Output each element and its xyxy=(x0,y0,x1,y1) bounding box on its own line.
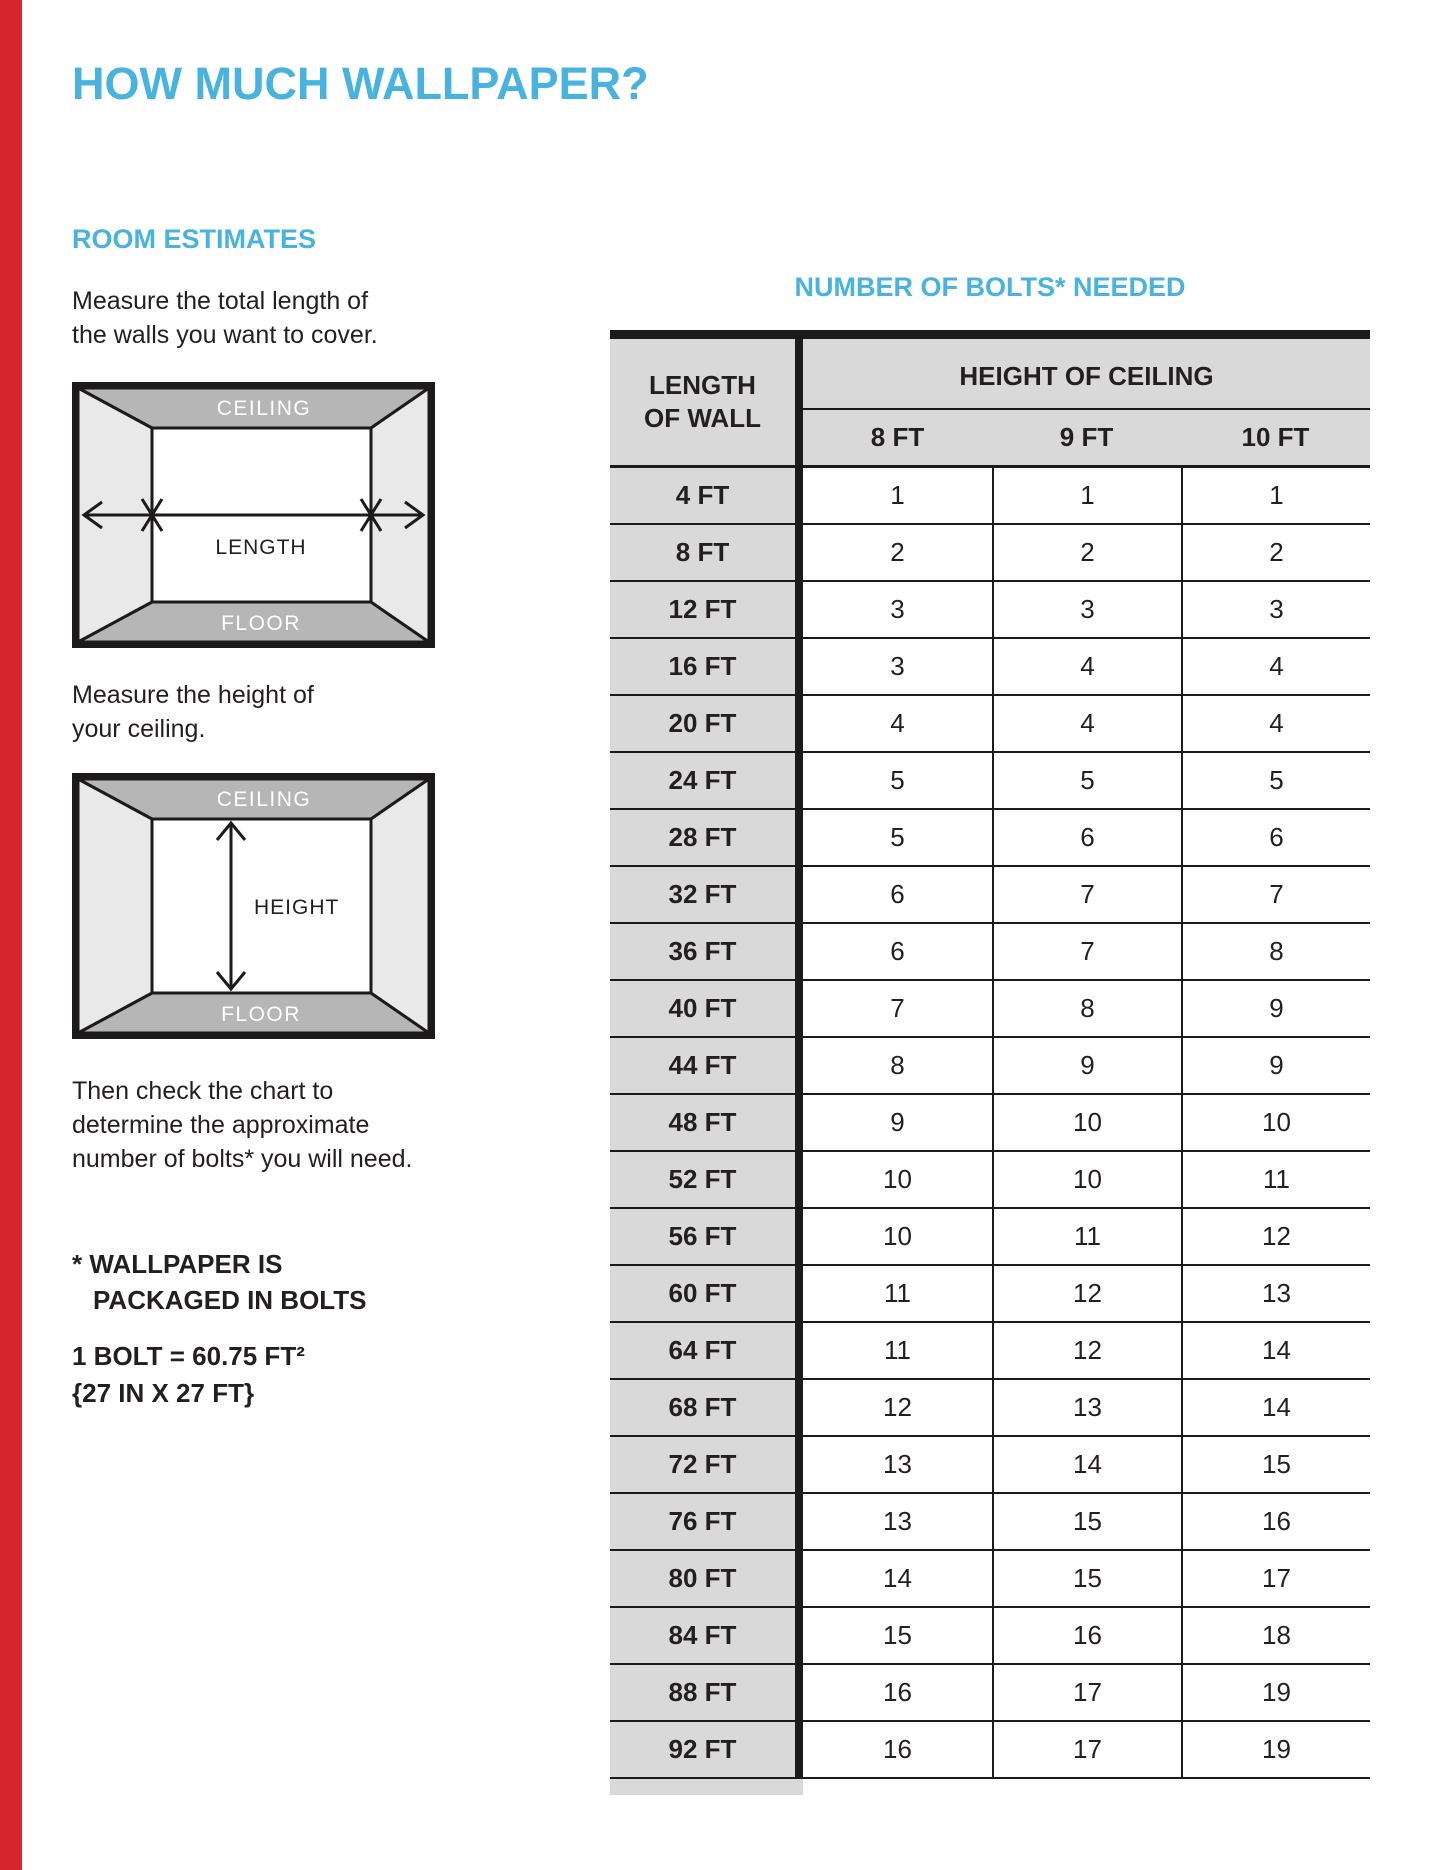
table-row xyxy=(610,1266,1370,1323)
length-of-wall-header xyxy=(610,339,795,465)
row-label: 84 FT xyxy=(610,1608,795,1663)
cell-10ft: 8 xyxy=(1181,924,1370,979)
bolt-footnote-line2: PACKAGED IN BOLTS xyxy=(93,1285,367,1315)
table-row xyxy=(610,1209,1370,1266)
cell-9ft: 12 xyxy=(992,1323,1181,1378)
table-top-rule xyxy=(610,330,1370,339)
cell-9ft: 4 xyxy=(992,639,1181,694)
cell-8ft: 3 xyxy=(803,639,992,694)
cell-8ft: 16 xyxy=(803,1665,992,1720)
table-body xyxy=(610,465,1370,1779)
instruction-height xyxy=(72,678,314,746)
floor-label: FLOOR xyxy=(221,1003,301,1026)
cell-9ft: 7 xyxy=(992,867,1181,922)
height-label: HEIGHT xyxy=(254,896,340,919)
bolt-footnote xyxy=(72,1246,366,1318)
row-label: 72 FT xyxy=(610,1437,795,1492)
table-row xyxy=(610,525,1370,582)
table-row xyxy=(610,1665,1370,1722)
height-of-ceiling-label: HEIGHT OF CEILING xyxy=(959,361,1214,391)
table-row xyxy=(610,981,1370,1038)
instruction-height-line1: Measure the height of xyxy=(72,681,314,709)
bolt-footnote-line1: * WALLPAPER IS xyxy=(72,1249,283,1279)
cell-9ft: 17 xyxy=(992,1665,1181,1720)
cell-9ft: 9 xyxy=(992,1038,1181,1093)
column-header: 8 FT xyxy=(870,422,925,452)
table-row xyxy=(610,924,1370,981)
row-label: 24 FT xyxy=(610,753,795,808)
cell-10ft: 2 xyxy=(1181,525,1370,580)
cell-10ft: 16 xyxy=(1181,1494,1370,1549)
cell-9ft: 15 xyxy=(992,1494,1181,1549)
row-label: 28 FT xyxy=(610,810,795,865)
cell-10ft: 6 xyxy=(1181,810,1370,865)
ceiling-label: CEILING xyxy=(216,397,312,420)
row-label: 56 FT xyxy=(610,1209,795,1264)
cell-8ft: 1 xyxy=(803,468,992,523)
cell-8ft: 12 xyxy=(803,1380,992,1435)
table-row xyxy=(610,1095,1370,1152)
table-row xyxy=(610,753,1370,810)
cell-8ft: 7 xyxy=(803,981,992,1036)
cell-9ft: 17 xyxy=(992,1722,1181,1777)
table-row xyxy=(610,1722,1370,1779)
length-of-wall-line1: LENGTH xyxy=(649,370,756,400)
table-vertical-divider xyxy=(795,330,803,1779)
table-row xyxy=(610,1437,1370,1494)
cell-10ft: 5 xyxy=(1181,753,1370,808)
cell-10ft: 12 xyxy=(1181,1209,1370,1264)
cell-9ft: 10 xyxy=(992,1152,1181,1207)
row-label: 32 FT xyxy=(610,867,795,922)
instruction-chart xyxy=(72,1074,412,1176)
cell-9ft: 4 xyxy=(992,696,1181,751)
cell-9ft: 10 xyxy=(992,1095,1181,1150)
table-bottom-gray-tab xyxy=(610,1779,803,1795)
cell-8ft: 13 xyxy=(803,1437,992,1492)
cell-10ft: 4 xyxy=(1181,639,1370,694)
right-wall-panel xyxy=(371,779,429,1033)
cell-8ft: 6 xyxy=(803,867,992,922)
cell-8ft: 13 xyxy=(803,1494,992,1549)
row-label: 88 FT xyxy=(610,1665,795,1720)
row-label: 80 FT xyxy=(610,1551,795,1606)
cell-9ft: 13 xyxy=(992,1380,1181,1435)
cell-10ft: 15 xyxy=(1181,1437,1370,1492)
instruction-chart-line3: number of bolts* you will need. xyxy=(72,1145,413,1173)
left-wall-panel xyxy=(78,779,152,1033)
room-height-diagram xyxy=(72,773,435,1039)
room-length-diagram xyxy=(72,382,435,648)
cell-10ft: 4 xyxy=(1181,696,1370,751)
cell-9ft: 14 xyxy=(992,1437,1181,1492)
cell-8ft: 10 xyxy=(803,1152,992,1207)
cell-8ft: 10 xyxy=(803,1209,992,1264)
row-label: 60 FT xyxy=(610,1266,795,1321)
cell-10ft: 11 xyxy=(1181,1152,1370,1207)
cell-10ft: 1 xyxy=(1181,468,1370,523)
floor-label: FLOOR xyxy=(221,612,301,635)
table-row xyxy=(610,1152,1370,1209)
cell-8ft: 14 xyxy=(803,1551,992,1606)
table-row xyxy=(610,582,1370,639)
table-row xyxy=(610,1551,1370,1608)
cell-10ft: 14 xyxy=(1181,1380,1370,1435)
row-label: 44 FT xyxy=(610,1038,795,1093)
cell-10ft: 17 xyxy=(1181,1551,1370,1606)
cell-8ft: 8 xyxy=(803,1038,992,1093)
cell-10ft: 18 xyxy=(1181,1608,1370,1663)
cell-9ft: 3 xyxy=(992,582,1181,637)
table-header xyxy=(610,339,1370,465)
ceiling-height-columns xyxy=(803,410,1370,465)
table-row xyxy=(610,1494,1370,1551)
table-row xyxy=(610,696,1370,753)
cell-9ft: 11 xyxy=(992,1209,1181,1264)
length-of-wall-line2: OF WALL xyxy=(644,403,761,433)
bolts-table-heading: NUMBER OF BOLTS* NEEDED xyxy=(794,272,1186,302)
cell-10ft: 10 xyxy=(1181,1095,1370,1150)
bolts-table xyxy=(610,330,1370,1779)
table-row xyxy=(610,1380,1370,1437)
table-row xyxy=(610,867,1370,924)
cell-9ft: 6 xyxy=(992,810,1181,865)
table-row xyxy=(610,468,1370,525)
cell-8ft: 11 xyxy=(803,1266,992,1321)
cell-8ft: 16 xyxy=(803,1722,992,1777)
cell-8ft: 2 xyxy=(803,525,992,580)
cell-9ft: 1 xyxy=(992,468,1181,523)
cell-10ft: 7 xyxy=(1181,867,1370,922)
cell-10ft: 13 xyxy=(1181,1266,1370,1321)
bolt-definition xyxy=(72,1338,305,1412)
cell-10ft: 19 xyxy=(1181,1665,1370,1720)
row-label: 40 FT xyxy=(610,981,795,1036)
row-label: 76 FT xyxy=(610,1494,795,1549)
instruction-chart-line2: determine the approximate xyxy=(72,1111,370,1139)
cell-10ft: 3 xyxy=(1181,582,1370,637)
instruction-height-line2: your ceiling. xyxy=(72,715,206,743)
cell-9ft: 12 xyxy=(992,1266,1181,1321)
row-label: 20 FT xyxy=(610,696,795,751)
cell-8ft: 3 xyxy=(803,582,992,637)
cell-8ft: 11 xyxy=(803,1323,992,1378)
ceiling-label: CEILING xyxy=(216,788,312,811)
cell-10ft: 19 xyxy=(1181,1722,1370,1777)
table-row xyxy=(610,639,1370,696)
cell-9ft: 16 xyxy=(992,1608,1181,1663)
instruction-length-line1: Measure the total length of xyxy=(72,287,369,315)
row-label: 64 FT xyxy=(610,1323,795,1378)
table-row xyxy=(610,810,1370,867)
row-label: 4 FT xyxy=(610,468,795,523)
cell-8ft: 5 xyxy=(803,753,992,808)
cell-8ft: 5 xyxy=(803,810,992,865)
table-row xyxy=(610,1323,1370,1380)
cell-9ft: 5 xyxy=(992,753,1181,808)
height-of-ceiling-header xyxy=(803,339,1370,465)
table-row xyxy=(610,1608,1370,1665)
instruction-length xyxy=(72,284,378,352)
cell-10ft: 14 xyxy=(1181,1323,1370,1378)
table-row xyxy=(610,1038,1370,1095)
cell-9ft: 8 xyxy=(992,981,1181,1036)
cell-10ft: 9 xyxy=(1181,981,1370,1036)
column-header: 9 FT xyxy=(1059,422,1114,452)
cell-9ft: 15 xyxy=(992,1551,1181,1606)
cell-8ft: 4 xyxy=(803,696,992,751)
cell-8ft: 15 xyxy=(803,1608,992,1663)
length-label: LENGTH xyxy=(215,536,307,559)
row-label: 68 FT xyxy=(610,1380,795,1435)
row-label: 8 FT xyxy=(610,525,795,580)
cell-9ft: 2 xyxy=(992,525,1181,580)
cell-9ft: 7 xyxy=(992,924,1181,979)
bolt-definition-line1: 1 BOLT = 60.75 FT² xyxy=(72,1341,305,1371)
left-accent-stripe xyxy=(0,0,22,1870)
cell-8ft: 9 xyxy=(803,1095,992,1150)
bolt-definition-line2: {27 IN X 27 FT} xyxy=(72,1378,255,1408)
instruction-length-line2: the walls you want to cover. xyxy=(72,321,378,349)
instruction-chart-line1: Then check the chart to xyxy=(72,1077,334,1105)
cell-10ft: 9 xyxy=(1181,1038,1370,1093)
room-estimates-heading: ROOM ESTIMATES xyxy=(72,224,317,254)
row-label: 52 FT xyxy=(610,1152,795,1207)
row-label: 12 FT xyxy=(610,582,795,637)
row-label: 48 FT xyxy=(610,1095,795,1150)
row-label: 92 FT xyxy=(610,1722,795,1777)
column-header: 10 FT xyxy=(1241,422,1310,452)
page-title: HOW MUCH WALLPAPER? xyxy=(72,58,649,109)
row-label: 16 FT xyxy=(610,639,795,694)
row-label: 36 FT xyxy=(610,924,795,979)
cell-8ft: 6 xyxy=(803,924,992,979)
